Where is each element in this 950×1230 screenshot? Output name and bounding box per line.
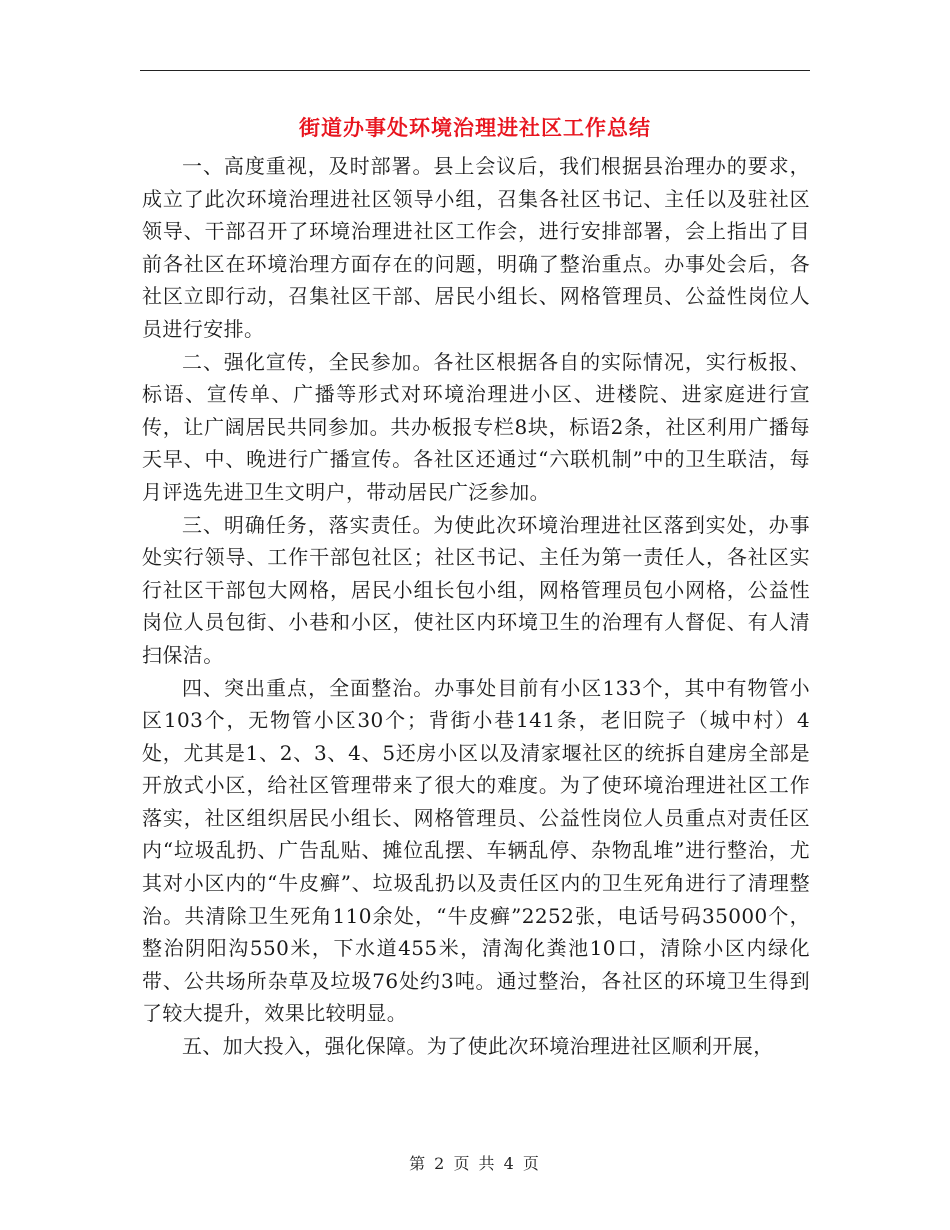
paragraph-5: 五、加大投入，强化保障。为了使此次环境治理进社区顺利开展， xyxy=(182,1034,774,1059)
header-rule xyxy=(140,70,810,71)
paragraph-2: 二、强化宣传，全民参加。各社区根据各自的实际情况，实行板报、标语、宣传单、广播等形式对环境治理进小区、进楼院、进家庭进行宣传，让广阔居民共同参加。共办板报专栏8块，标语2条，社区利用广播每天早、中、晚进行广播宣传。各社区还通过“六联机制”中的卫生联洁，每月评选先进卫生文明户，带动居民广泛参加。 xyxy=(142,349,810,504)
paragraph-3: 三、明确任务，落实责任。为使此次环境治理进社区落到实处，办事处实行领导、工作干部包社区；社区书记、主任为第一责任人，各社区实行社区干部包大网格，居民小组长包小组，网格管理员包小网格，公益性岗位人员包街、小巷和小区，使社区内环境卫生的治理有人督促、有人清扫保洁。 xyxy=(142,512,810,667)
document-title: 街道办事处环境治理进社区工作总结 xyxy=(299,115,651,140)
paragraph-1: 一、高度重视，及时部署。县上会议后，我们根据县治理办的要求，成立了此次环境治理进社区领导小组，召集各社区书记、主任以及驻社区领导、干部召开了环境治理进社区工作会，进行安排部署，会上指出了目前各社区在环境治理方面存在的问题，明确了整治重点。办事处会后，各社区立即行动，召集社区干部、居民小组长、网格管理员、公益性岗位人员进行安排。 xyxy=(142,154,810,341)
paragraph-4: 四、突出重点，全面整治。办事处目前有小区133个，其中有物管小区103个，无物管小区30个；背街小巷141条，老旧院子（城中村）4处，尤其是1、2、3、4、5还房小区以及清家堰社区的统拆自建房全部是开放式小区，给社区管理带来了很大的难度。为了使环境治理进社区工作落实，社区组织居民小组长、网格管理员、公益性岗位人员重点对责任区内“垃圾乱扔、广告乱贴、摊位乱摆、车辆乱停、杂物乱堆”进行整治，尤其对小区内的“牛皮癣”、垃圾乱扔以及责任区内的卫生死角进行了清理整治。共清除卫生死角110余处，“牛皮癣”2252张，电话号码35000个，整治阴阳沟550米，下水道455米，清淘化粪池10口，清除小区内绿化带、公共场所杂草及垃圾76处约3吨。通过整治，各社区的环境卫生得到了较大提升，效果比较明显。 xyxy=(142,675,810,1026)
page-number-footer: 第 2 页 共 4 页 xyxy=(409,1154,541,1173)
document-body xyxy=(142,150,810,1063)
